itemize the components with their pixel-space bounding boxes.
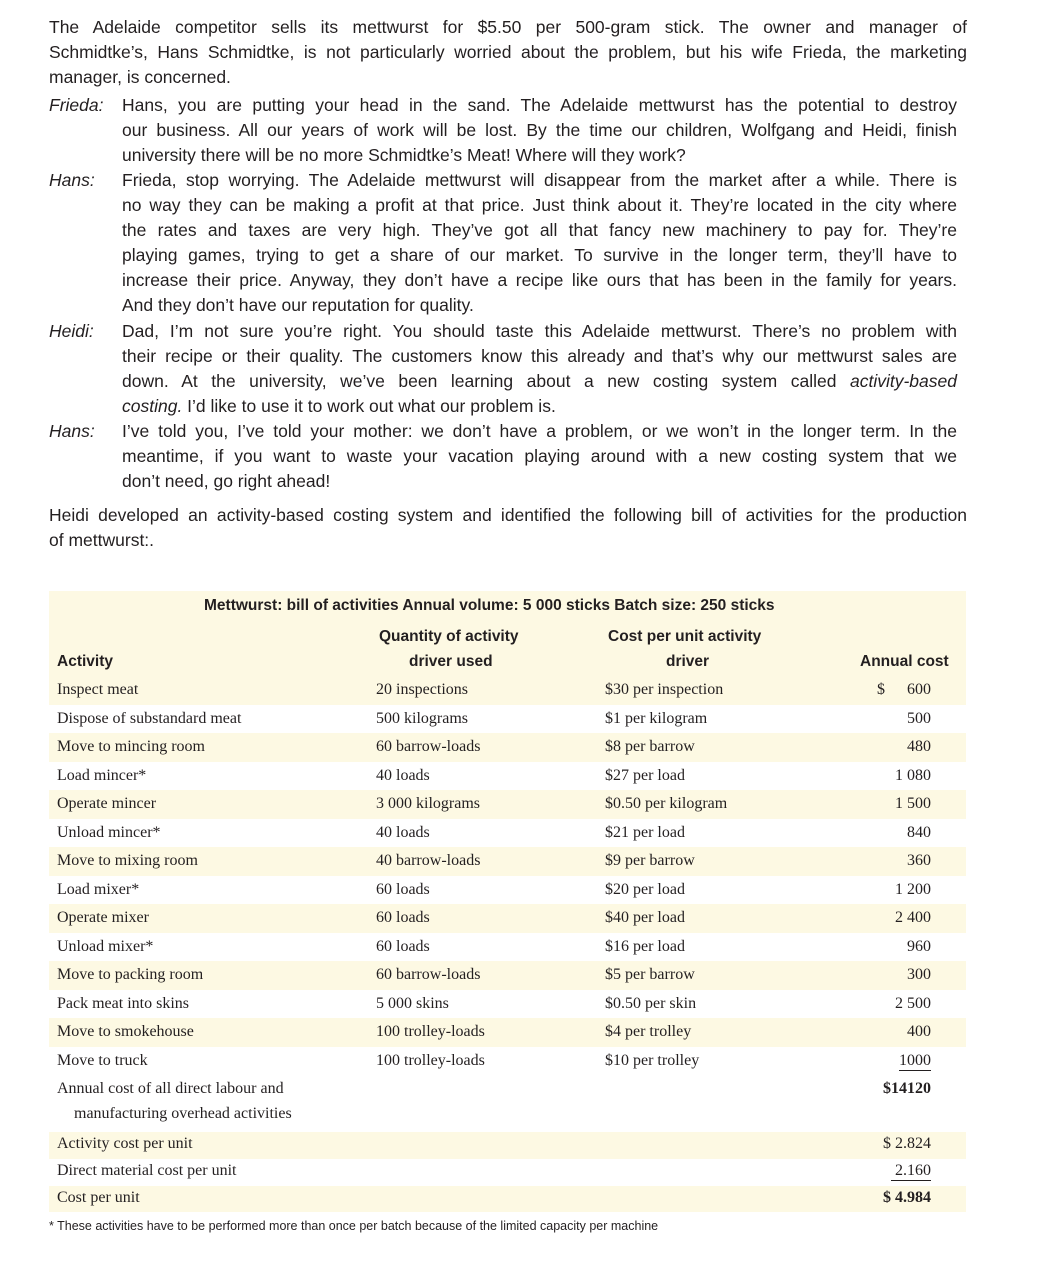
annual-cost-cell: 2 400 bbox=[895, 909, 931, 926]
annual-cost-cell: 960 bbox=[907, 937, 931, 955]
activity-cost-label: Activity cost per unit bbox=[57, 1135, 193, 1152]
annual-cost-cell: 1 080 bbox=[895, 766, 931, 784]
dialogue-frieda bbox=[49, 93, 957, 168]
dialogue-heidi bbox=[49, 319, 957, 419]
annual-cost-cell: 1 500 bbox=[895, 795, 931, 812]
speech-line: increase their price. Anyway, they don’t have a recipe like ours that has been in the family for years. bbox=[122, 270, 957, 290]
currency-cell: $ bbox=[877, 681, 885, 698]
header-quantity-line2: driver used bbox=[409, 653, 493, 670]
total-annual-row bbox=[49, 1075, 966, 1132]
activity-cell: Unload mixer* bbox=[57, 937, 154, 955]
activity-cell: Load mincer* bbox=[57, 766, 147, 784]
cost-cell: $8 per barrow bbox=[605, 738, 695, 755]
quantity-cell: 40 loads bbox=[376, 766, 430, 784]
speech-line bbox=[122, 394, 957, 419]
cost-cell: $1 per kilogram bbox=[605, 709, 708, 727]
cost-cell: $40 per load bbox=[605, 909, 685, 926]
total-annual-label-2: manufacturing overhead activities bbox=[74, 1105, 292, 1122]
activity-cost-value: $ 2.824 bbox=[883, 1135, 931, 1152]
speech-line: their recipe or their quality. The customers know this already and that’s why our mettwurst sales are bbox=[122, 346, 957, 366]
material-cost-label: Direct material cost per unit bbox=[57, 1162, 237, 1179]
quantity-cell: 60 loads bbox=[376, 909, 430, 926]
table-row bbox=[49, 1018, 966, 1046]
dialogue-hans-1 bbox=[49, 168, 957, 318]
table-row bbox=[49, 904, 966, 932]
unit-cost-value: $ 4.984 bbox=[883, 1189, 931, 1206]
quantity-cell: 5 000 skins bbox=[376, 994, 449, 1012]
annual-cost-cell: 360 bbox=[907, 852, 931, 869]
annual-cost-cell: 840 bbox=[907, 823, 931, 841]
quantity-cell: 60 loads bbox=[376, 937, 430, 955]
header-cost-line2: driver bbox=[666, 653, 710, 670]
unit-cost-label: Cost per unit bbox=[57, 1189, 140, 1206]
speech-line: don’t need, go right ahead! bbox=[122, 471, 331, 491]
annual-cost-cell: 480 bbox=[907, 738, 931, 755]
quantity-cell: 60 loads bbox=[376, 880, 430, 898]
table-row bbox=[49, 961, 966, 989]
intro-line: manager, is concerned. bbox=[49, 67, 231, 87]
activity-cell: Move to mixing room bbox=[57, 852, 198, 869]
header-annual-cost: Annual cost bbox=[860, 653, 949, 670]
speech-line: And they don’t have our reputation for quality. bbox=[122, 295, 474, 315]
speaker-label: Frieda: bbox=[49, 95, 104, 115]
annual-cost-cell: 400 bbox=[907, 1023, 931, 1040]
speech-line: the rates and taxes are very high. They’ve got all that fancy new machinery to pay for. They’re bbox=[122, 220, 957, 240]
material-cost-value: 2.160 bbox=[891, 1162, 931, 1181]
activity-cell: Move to packing room bbox=[57, 966, 204, 983]
annual-cost-cell: 1 200 bbox=[895, 880, 931, 898]
cost-cell: $0.50 per kilogram bbox=[605, 795, 728, 812]
table-footnote: * These activities have to be performed more than once per batch because of the limited capacity per machine bbox=[49, 1219, 659, 1233]
speech-line: playing games, trying to get a share of our market. To survive in the longer term, they’ll have to bbox=[122, 245, 957, 265]
annual-cost-cell: 1000 bbox=[899, 1051, 931, 1069]
speech-line: no way they can be making a profit at that price. Just think about it. They’re located in the city where bbox=[122, 195, 957, 215]
activity-cell: Unload mincer* bbox=[57, 823, 161, 841]
activity-cell: Operate mincer bbox=[57, 795, 157, 812]
header-quantity-line1: Quantity of activity bbox=[379, 628, 519, 645]
total-annual-value: $14120 bbox=[883, 1080, 931, 1097]
cost-cell: $30 per inspection bbox=[605, 681, 724, 698]
cost-cell: $5 per barrow bbox=[605, 966, 695, 983]
table-row bbox=[49, 1047, 966, 1075]
speech-line-part: down. At the university, we’ve been learning about a new costing system called bbox=[122, 371, 837, 391]
intro-paragraph bbox=[49, 15, 967, 90]
annual-cost-cell: 500 bbox=[907, 709, 931, 727]
cost-cell: $4 per trolley bbox=[605, 1023, 692, 1040]
cost-cell: $16 per load bbox=[605, 937, 685, 955]
table-row bbox=[49, 676, 966, 704]
table-row bbox=[49, 762, 966, 790]
speech-text bbox=[122, 93, 957, 168]
speech-line: Hans, you are putting your head in the sand. The Adelaide mettwurst has the potential to destroy bbox=[122, 95, 957, 115]
quantity-cell: 60 barrow-loads bbox=[376, 738, 481, 755]
activity-cell: Inspect meat bbox=[57, 681, 139, 698]
speech-text bbox=[122, 168, 957, 318]
header-activity: Activity bbox=[57, 653, 113, 670]
annual-cost-cell: 2 500 bbox=[895, 994, 931, 1012]
speech-line: meantime, if you want to waste your vacation playing around with a new costing system that we bbox=[122, 446, 957, 466]
emphasis-term: activity-based bbox=[850, 371, 957, 391]
activity-cell: Move to mincing room bbox=[57, 738, 205, 755]
speech-line: our business. All our years of work will be lost. By the time our children, Wolfgang and Heidi, finish bbox=[122, 120, 957, 140]
quantity-cell: 3 000 kilograms bbox=[376, 795, 480, 812]
annual-cost-cell: 600 bbox=[907, 681, 931, 698]
speech-line-part: I’d like to use it to work out what our problem is. bbox=[182, 396, 556, 416]
quantity-cell: 20 inspections bbox=[376, 681, 468, 698]
speech-text bbox=[122, 419, 957, 494]
cost-cell: $21 per load bbox=[605, 823, 685, 841]
activity-cost-row bbox=[49, 1132, 966, 1159]
cost-cell: $27 per load bbox=[605, 766, 685, 784]
speaker-label: Hans: bbox=[49, 421, 95, 441]
speech-line: Frieda, stop worrying. The Adelaide mettwurst will disappear from the market after a while. There is bbox=[122, 170, 957, 190]
quantity-cell: 40 loads bbox=[376, 823, 430, 841]
quantity-cell: 500 kilograms bbox=[376, 709, 468, 727]
quantity-cell: 40 barrow-loads bbox=[376, 852, 481, 869]
speech-line: Dad, I’m not sure you’re right. You should taste this Adelaide mettwurst. There’s no problem with bbox=[122, 321, 957, 341]
outro-line: Heidi developed an activity-based costing system and identified the following bill of activities for the production bbox=[49, 505, 967, 525]
table-row bbox=[49, 705, 966, 733]
dialogue-hans-2 bbox=[49, 419, 957, 494]
activity-cell: Load mixer* bbox=[57, 880, 140, 898]
speech-line: I’ve told you, I’ve told your mother: we don’t have a problem, or we won’t in the longer term. In the bbox=[122, 421, 957, 441]
activity-cell: Operate mixer bbox=[57, 909, 149, 926]
cost-cell: $0.50 per skin bbox=[605, 994, 697, 1012]
quantity-cell: 60 barrow-loads bbox=[376, 966, 481, 983]
activity-cell: Dispose of substandard meat bbox=[57, 709, 242, 727]
speech-line: university there will be no more Schmidtke’s Meat! Where will they work? bbox=[122, 145, 686, 165]
table-row bbox=[49, 790, 966, 818]
header-cost-line1: Cost per unit activity bbox=[608, 628, 762, 645]
speech-line bbox=[122, 369, 957, 394]
table-row bbox=[49, 733, 966, 761]
intro-line: Schmidtke’s, Hans Schmidtke, is not particularly worried about the problem, but his wife Frieda, the marketing bbox=[49, 42, 967, 62]
table-title: Mettwurst: bill of activities Annual volume: 5 000 sticks Batch size: 250 sticks bbox=[204, 597, 775, 614]
intro-line: The Adelaide competitor sells its mettwurst for $5.50 per 500-gram stick. The owner and manager of bbox=[49, 17, 967, 37]
annual-cost-cell: 300 bbox=[907, 966, 931, 983]
table-row bbox=[49, 819, 966, 847]
activity-cell: Move to truck bbox=[57, 1051, 148, 1069]
cost-cell: $9 per barrow bbox=[605, 852, 695, 869]
emphasis-term: costing. bbox=[122, 396, 183, 416]
cost-cell: $20 per load bbox=[605, 880, 685, 898]
speaker-label: Heidi: bbox=[49, 321, 94, 341]
activity-cell: Pack meat into skins bbox=[57, 994, 189, 1012]
total-annual-label-1: Annual cost of all direct labour and bbox=[57, 1080, 284, 1097]
speech-text bbox=[122, 319, 957, 419]
bill-of-activities-table bbox=[49, 591, 966, 1212]
outro-paragraph bbox=[49, 503, 967, 553]
table-row bbox=[49, 990, 966, 1018]
cost-cell: $10 per trolley bbox=[605, 1051, 700, 1069]
quantity-cell: 100 trolley-loads bbox=[376, 1023, 485, 1040]
table-row bbox=[49, 933, 966, 961]
speaker-label: Hans: bbox=[49, 170, 95, 190]
quantity-cell: 100 trolley-loads bbox=[376, 1051, 485, 1069]
outro-line: of mettwurst:. bbox=[49, 530, 155, 550]
unit-cost-row bbox=[49, 1186, 966, 1212]
material-cost-row bbox=[49, 1159, 966, 1186]
table-row bbox=[49, 876, 966, 904]
table-row bbox=[49, 847, 966, 875]
activity-cell: Move to smokehouse bbox=[57, 1023, 194, 1040]
